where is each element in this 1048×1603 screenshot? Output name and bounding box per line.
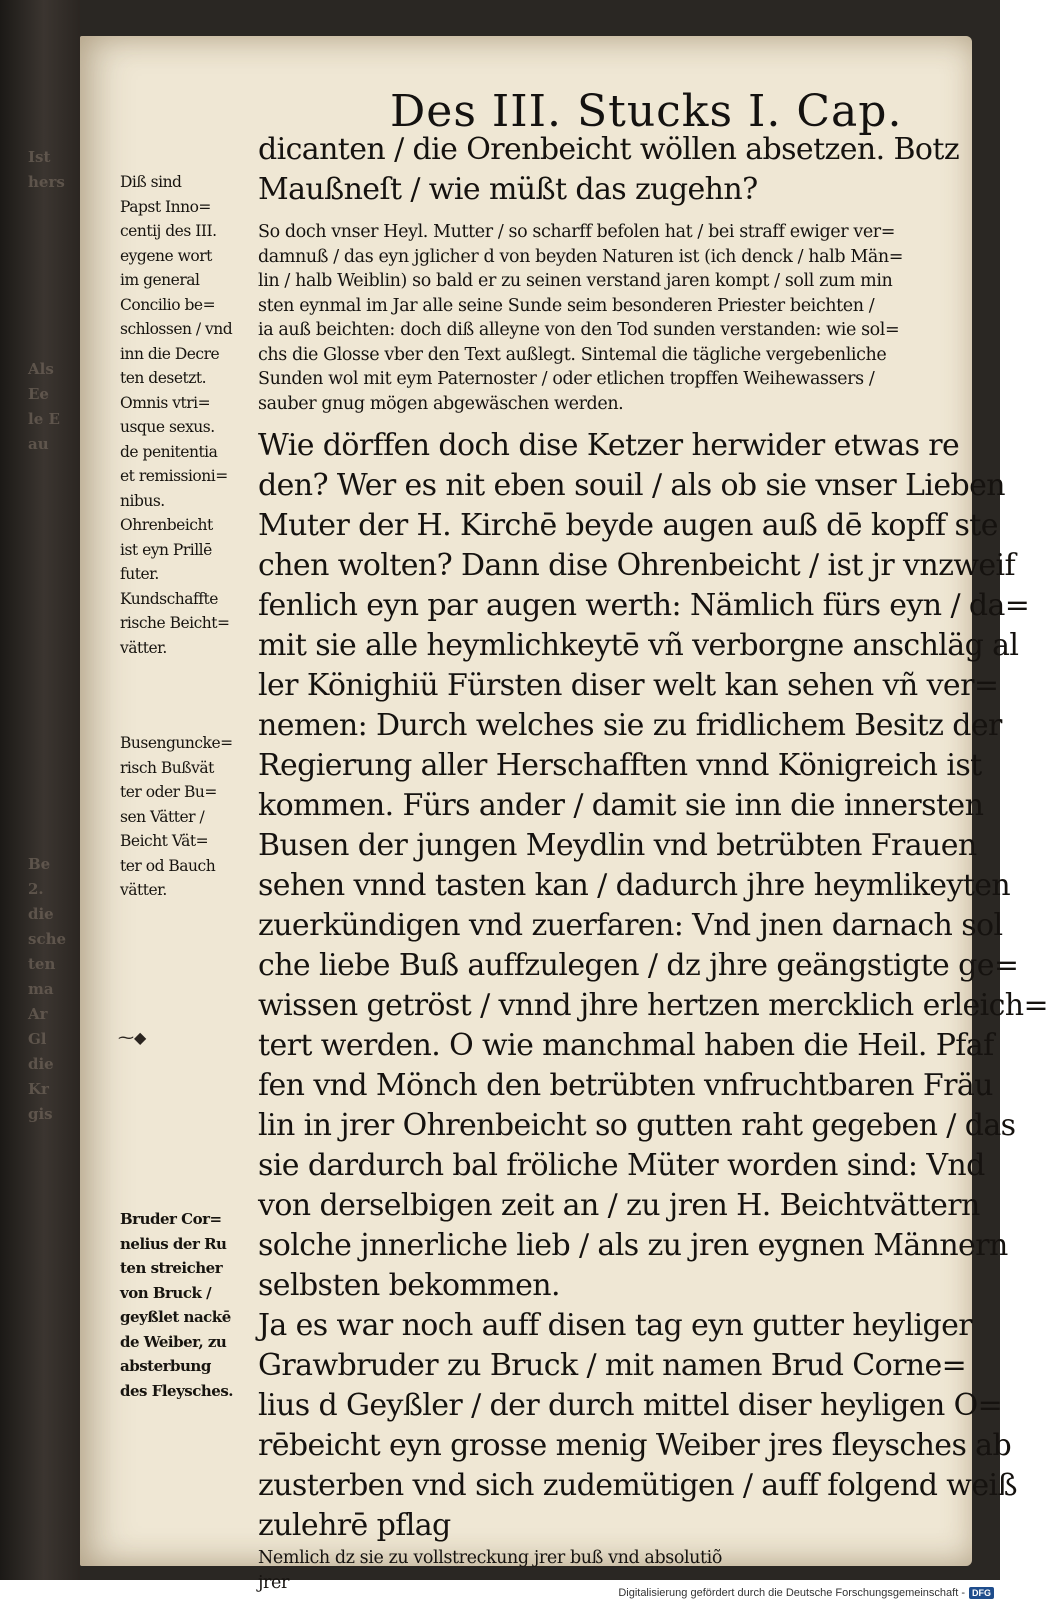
margin-note-line: de penitentia: [120, 442, 218, 461]
text-line: sie dardurch bal fröliche Müter worden sind: Vnd: [258, 1148, 985, 1183]
bleed-through-text: sche: [28, 930, 67, 948]
text-line: Wie dörffen doch dise Ketzer herwider etwas re: [258, 428, 960, 463]
bleed-through-text: die: [28, 1055, 54, 1073]
text-line: zuerkündigen vnd zuerfaren: Vnd jnen darnach sol: [258, 908, 1003, 943]
margin-note-line: nibus.: [120, 491, 165, 510]
text-line: fen vnd Mönch den betrübten vnfruchtbaren Fräu: [258, 1068, 993, 1103]
margin-note-line: inn die Decre: [120, 344, 220, 363]
text-line: ia auß beichten: doch diß alleyne von den Tod sunden verstanden: wie sol=: [258, 320, 900, 340]
text-line: fenlich eyn par augen werth: Nämlich fürs eyn / da=: [258, 588, 1030, 623]
text-line: chs die Glosse vber den Text außlegt. Sintemal die tägliche vergebenliche: [258, 344, 887, 365]
bleed-through-text: gis: [28, 1105, 53, 1123]
margin-note-line: von Bruck /: [120, 1283, 212, 1302]
text-line: che liebe Buß auffzulegen / dz jhre geängstigte ge=: [258, 948, 1019, 983]
margin-note-line: de Weiber, zu: [120, 1332, 227, 1351]
bleed-through-text: Als: [28, 360, 54, 378]
margin-note-line: vätter.: [120, 881, 167, 899]
dfg-logo: DFG: [969, 1587, 994, 1599]
bleed-through-text: le E: [28, 410, 60, 428]
bleed-through-text: ten: [28, 955, 56, 973]
text-line: Busen der jungen Meydlin vnd betrübten Frauen: [258, 828, 977, 863]
margin-note-line: nelius der Ru: [120, 1234, 227, 1253]
margin-note-cornelius: [120, 1207, 262, 1403]
text-line: den? Wer es nit eben souil / als ob sie vnser Lieben: [258, 468, 1005, 503]
text-line: solche jnnerliche lieb / als zu jren eygnen Männern: [258, 1228, 1008, 1263]
margin-note-line: usque sexus.: [120, 418, 215, 436]
text-line: sauber gnug mögen abgewäschen werden.: [258, 393, 624, 414]
text-line: jrer: [258, 1572, 289, 1593]
text-line: rēbeicht eyn grosse menig Weiber jres fleysches ab: [258, 1428, 1012, 1463]
margin-note-line: ter oder Bu=: [120, 783, 217, 801]
text-line: Sunden wol mit eym Paternoster / oder etlichen tropffen Weihewassers /: [258, 369, 875, 389]
bleed-through-text: die: [28, 905, 54, 923]
margin-note-line: futer.: [120, 565, 159, 583]
margin-note-line: vätter.: [120, 638, 167, 657]
margin-note-line: et remissioni=: [120, 467, 228, 485]
margin-note-line: Omnis vtri=: [120, 393, 211, 412]
margin-note-innocent: [120, 170, 262, 660]
text-line: sten eynmal im Jar alle seine Sunde seim besonderen Priester beichten /: [258, 295, 875, 316]
margin-note-line: ten streicher: [120, 1259, 223, 1277]
text-line: Grawbruder zu Bruck / mit namen Brud Corne=: [258, 1348, 967, 1383]
text-line: ler Könighiü Fürsten diser welt kan sehen vñ ver=: [258, 668, 999, 703]
margin-note-line: Beicht Vät=: [120, 832, 209, 850]
text-line: kommen. Fürs ander / damit sie inn die innersten: [258, 788, 984, 823]
margin-note-line: centij des III.: [120, 222, 217, 240]
text-line: So doch vnser Heyl. Mutter / so scharff befolen hat / bei straff ewiger ver=: [258, 222, 896, 242]
text-line: zulehrē pflag: [258, 1508, 451, 1543]
margin-note-line: Bruder Cor=: [120, 1210, 222, 1228]
margin-note-busen: [120, 731, 262, 903]
text-line: Muter der H. Kirchē beyde augen auß dē kopff ste: [258, 508, 998, 543]
bleed-through-text: Gl: [28, 1030, 47, 1048]
text-line: Ja es war noch auff disen tag eyn gutter heyliger: [258, 1308, 972, 1343]
text-line: Nemlich dz sie zu vollstreckung jrer buß vnd absolutiõ: [258, 1548, 722, 1568]
bleed-through-text: Kr: [28, 1080, 49, 1098]
bleed-through-text: ma: [28, 980, 54, 998]
text-line: lin / halb Weiblin) so bald er zu seinen verstand jaren kompt / soll zum min: [258, 271, 893, 291]
margin-note-line: Busenguncke=: [120, 734, 233, 752]
page-header: Des III. Stucks I. Cap.: [390, 86, 903, 137]
text-line: nemen: Durch welches sie zu fridlichem Besitz der: [258, 708, 1002, 743]
margin-note-line: ten desetzt.: [120, 369, 207, 387]
facing-page-edge: [0, 0, 80, 1580]
text-line: damnuß / das eyn jglicher d von beyden Naturen ist (ich denck / halb Män=: [258, 246, 904, 267]
margin-note-line: absterbung: [120, 1357, 211, 1375]
text-line: lin in jrer Ohrenbeicht so gutten raht gegeben / das: [258, 1108, 1016, 1143]
margin-note-line: eygene wort: [120, 246, 212, 265]
text-line: Regierung aller Herschafften vnnd Königreich ist: [258, 748, 982, 783]
text-line: wissen getröst / vnnd jhre hertzen mercklich erleich=: [258, 988, 1048, 1023]
bleed-through-text: Ist: [28, 148, 51, 166]
margin-note-line: Diß sind: [120, 173, 182, 191]
margin-note-line: risch Bußvät: [120, 758, 214, 777]
footer-text: Digitalisierung gefördert durch die Deutsche Forschungsgemeinschaft -: [618, 1587, 965, 1599]
bleed-through-text: Ee: [28, 385, 49, 403]
bleed-through-text: 2.: [28, 880, 44, 898]
text-line: dicanten / die Orenbeicht wöllen absetzen. Botz: [258, 132, 960, 167]
margin-note-line: Ohrenbeicht: [120, 516, 213, 534]
text-line: sehen vnnd tasten kan / dadurch jhre heymlikeyten: [258, 868, 1011, 903]
margin-note-line: geyßlet nackē: [120, 1308, 231, 1326]
text-line: chen wolten? Dann dise Ohrenbeicht / ist jr vnzweif: [258, 548, 1016, 583]
text-line: Maußneſt / wie müßt das zugehn?: [258, 172, 758, 207]
text-line: mit sie alle heymlichkeytē vñ verborgne anschläg al: [258, 628, 1019, 663]
bleed-through-text: hers: [28, 173, 65, 191]
margin-note-line: im general: [120, 271, 200, 289]
margin-note-line: rische Beicht=: [120, 614, 230, 632]
margin-note-line: Concilio be=: [120, 295, 216, 314]
margin-note-line: sen Vätter /: [120, 807, 205, 826]
text-line: zusterben vnd sich zudemütigen / auff folgend weiß: [258, 1468, 1017, 1503]
text-line: selbsten bekommen.: [258, 1268, 560, 1303]
hand-mark-icon: ⁓◆: [118, 1028, 147, 1047]
margin-note-line: Papst Inno=: [120, 197, 211, 216]
margin-note-line: Kundschaffte: [120, 589, 218, 608]
text-line: tert werden. O wie manchmal haben die Heil. Pfaf: [258, 1028, 994, 1063]
bleed-through-text: Ar: [28, 1005, 48, 1023]
footer: [618, 1587, 994, 1599]
margin-note-line: ter od Bauch: [120, 856, 216, 875]
margin-note-line: des Fleysches.: [120, 1381, 233, 1400]
text-line: von derselbigen zeit an / zu jren H. Beichtvättern: [258, 1188, 980, 1223]
bleed-through-text: Be: [28, 855, 51, 873]
bleed-through-text: au: [28, 435, 49, 453]
margin-note-line: schlossen / vnd: [120, 320, 233, 338]
margin-note-line: ist eyn Prillē: [120, 540, 212, 559]
text-line: lius d Geyßler / der durch mittel diser heyligen O=: [258, 1388, 1003, 1423]
